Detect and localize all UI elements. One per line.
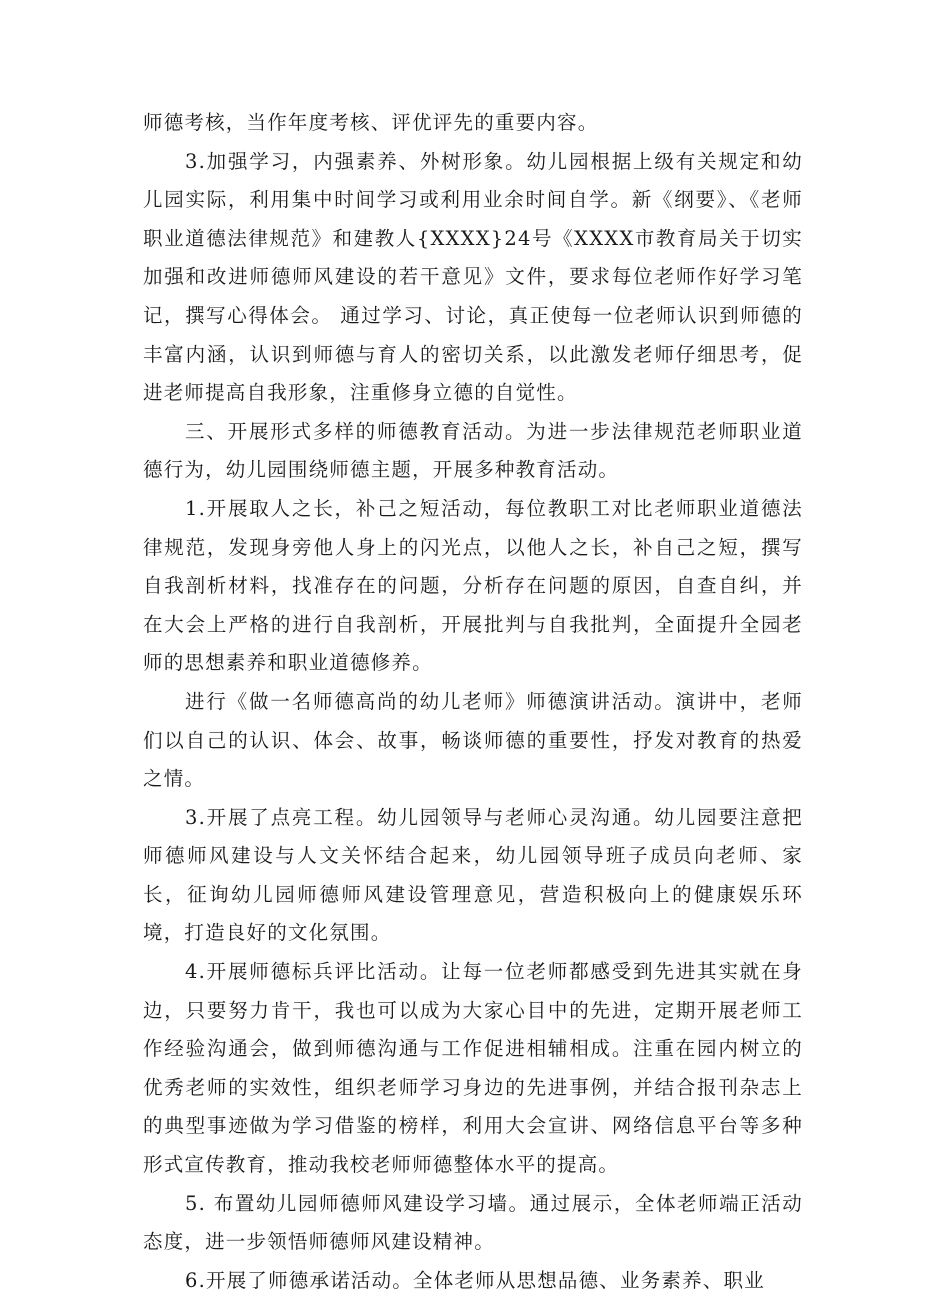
paragraph-5: 进行《做一名师德高尚的幼儿老师》师德演讲活动。演讲中，老师们以自己的认识、体会、故事，畅谈师德的重要性，抒发对教育的热爱之情。 [143, 689, 803, 791]
paragraph-8: 5. 布置幼儿园师德师风建设学习墙。通过展示，全体老师端正活动态度，进一步领悟师德师风建设精神。 [143, 1191, 803, 1254]
paragraph-4: 1.开展取人之长，补己之短活动，每位教职工对比老师职业道德法律规范，发现身旁他人身上的闪光点，以他人之长，补自己之短，撰写自我剖析材料，找准存在的问题，分析存在问题的原因，自查自纠，并在大会上严格的进行自我剖析，开展批判与自我批判，全面提升全园老师的思想素养和职业道德修养。 [143, 496, 803, 675]
paragraph-6: 3.开展了点亮工程。幼儿园领导与老师心灵沟通。幼儿园要注意把师德师风建设与人文关怀结合起来，幼儿园领导班子成员向老师、家长，征询幼儿园师德师风建设管理意见，营造积极向上的健康娱乐环境，打造良好的文化氛围。 [143, 805, 803, 945]
document-body [143, 104, 803, 1300]
paragraph-9: 6.开展了师德承诺活动。全体老师从思想品德、业务素养、职业 [185, 1268, 765, 1292]
paragraph-7: 4.开展师德标兵评比活动。让每一位老师都感受到先进其实就在身边，只要努力肯干，我也可以成为大家心目中的先进，定期开展老师工作经验沟通会，做到师德沟通与工作促进相辅相成。注重在园内树立的优秀老师的实效性，组织老师学习身边的先进事例，并结合报刊杂志上的典型事迹做为学习借鉴的榜样，利用大会宣讲、网络信息平台等多种形式宣传教育，推动我校老师师德整体水平的提高。 [143, 960, 803, 1177]
paragraph-2: 3.加强学习，内强素养、外树形象。幼儿园根据上级有关规定和幼儿园实际，利用集中时间学习或利用业余时间自学。新《纲要》、《老师职业道德法律规范》和建教人{XXXX}24号《XXXX市教育局关于切实加强和改进师德师风建设的若干意见》文件，要求每位老师作好学习笔记，撰写心得体会。 通过学习、讨论，真正使每一位老师认识到师德的丰富内涵，认识到师德与育人的密切关系，以此激发老师仔细思考，促进老师提高自我形象，注重修身立德的自觉性。 [143, 149, 803, 405]
paragraph-3: 三、开展形式多样的师德教育活动。为进一步法律规范老师职业道德行为，幼儿园围绕师德主题，开展多种教育活动。 [143, 419, 803, 482]
paragraph-1: 师德考核，当作年度考核、评优评先的重要内容。 [143, 111, 599, 134]
